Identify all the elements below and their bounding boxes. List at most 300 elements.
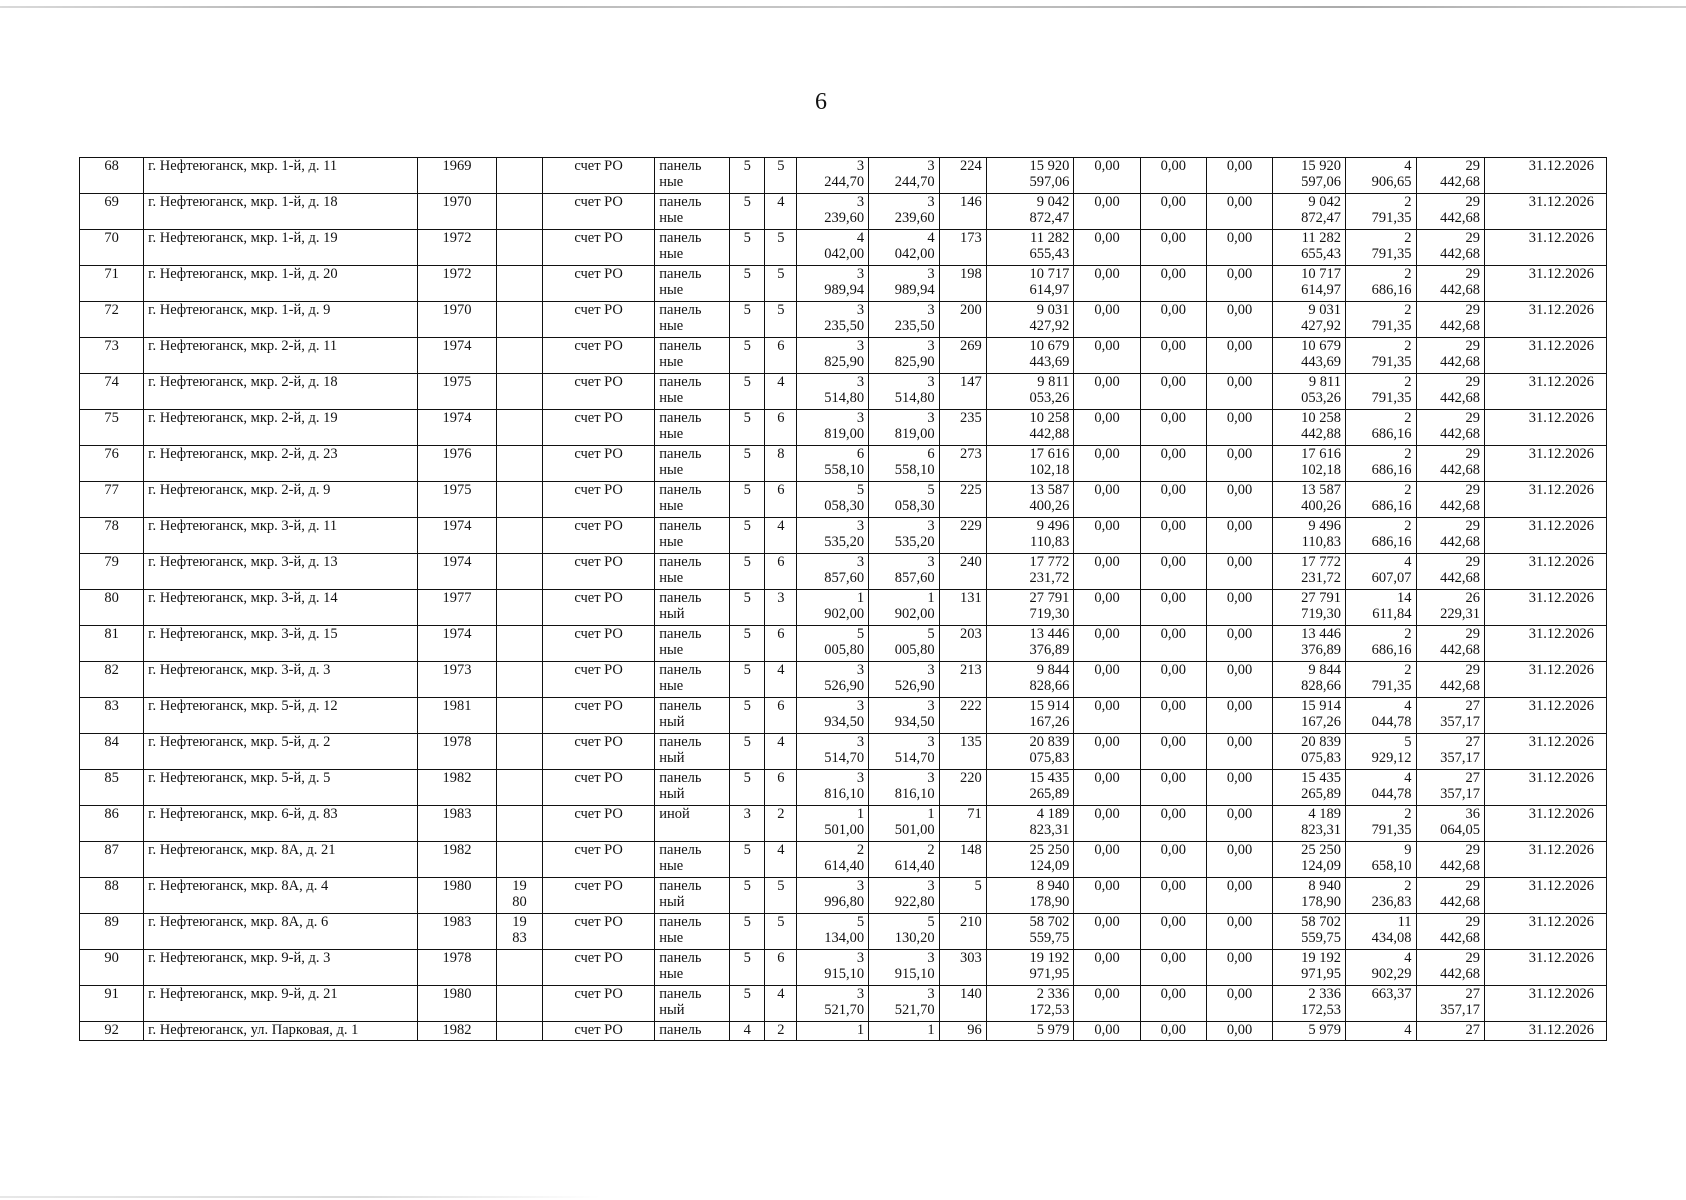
cell-total-area-text: 134,00 xyxy=(824,930,865,946)
cell-address xyxy=(144,662,418,698)
cell-living-area-text: 3 xyxy=(927,338,935,354)
cell-max-unit-cost-text: 357,17 xyxy=(1440,786,1480,802)
cell-fund-method-text: счет РО xyxy=(574,698,623,714)
cell-federal-funds xyxy=(1074,338,1140,374)
cell-floors-text: 5 xyxy=(743,950,751,966)
cell-fund-method-text: счет РО xyxy=(574,554,623,570)
cell-owner-funds xyxy=(1273,662,1346,698)
cell-unit-cost-text: 2 xyxy=(1404,662,1412,678)
cell-living-area-text: 005,80 xyxy=(894,642,935,658)
cell-living-area-text: 825,90 xyxy=(894,354,935,370)
cell-living-area xyxy=(869,338,940,374)
cell-unit-cost-text: 434,08 xyxy=(1371,930,1412,946)
cell-owner-funds-text: 15 914 xyxy=(1301,698,1341,714)
cell-max-unit-cost-text: 27 xyxy=(1465,734,1480,750)
cell-floors-text: 5 xyxy=(743,734,751,750)
cell-federal-funds xyxy=(1074,590,1140,626)
cell-total-cost-text: 13 446 xyxy=(1029,626,1070,642)
cell-wall-material xyxy=(655,446,730,482)
cell-year-built-text: 1972 xyxy=(442,266,472,282)
cell-max-unit-cost-text: 29 xyxy=(1465,482,1480,498)
cell-residents xyxy=(939,266,986,302)
cell-federal-funds xyxy=(1074,986,1140,1022)
cell-local-funds xyxy=(1206,590,1272,626)
cell-local-funds-text: 0,00 xyxy=(1226,842,1253,858)
cell-local-funds-text: 0,00 xyxy=(1226,410,1253,426)
cell-owner-funds-text: 124,09 xyxy=(1301,858,1341,874)
cell-floors xyxy=(730,878,765,914)
cell-max-unit-cost-text: 442,68 xyxy=(1440,858,1480,874)
cell-owner-funds xyxy=(1273,554,1346,590)
cell-total-area xyxy=(797,626,869,662)
cell-max-unit-cost xyxy=(1416,662,1484,698)
cell-wall-material-text: ные xyxy=(659,318,684,334)
cell-fund-method xyxy=(542,734,654,770)
cell-deadline-text: 31.12.2026 xyxy=(1528,986,1594,1002)
cell-federal-funds-text: 0,00 xyxy=(1094,986,1120,1002)
cell-address xyxy=(144,878,418,914)
cell-local-funds xyxy=(1206,878,1272,914)
cell-year-built-text: 1981 xyxy=(442,698,472,714)
cell-deadline-text: 31.12.2026 xyxy=(1528,626,1594,642)
cell-regional-funds-text: 0,00 xyxy=(1160,734,1186,750)
cell-entrances xyxy=(765,410,797,446)
cell-max-unit-cost xyxy=(1416,446,1484,482)
cell-local-funds-text: 0,00 xyxy=(1226,590,1253,606)
cell-year-built-text: 1970 xyxy=(442,302,472,318)
cell-floors xyxy=(730,734,765,770)
cell-max-unit-cost-text: 442,68 xyxy=(1440,498,1480,514)
cell-owner-funds xyxy=(1273,1022,1346,1041)
cell-total-area xyxy=(797,662,869,698)
cell-number-text: 69 xyxy=(104,194,119,210)
cell-living-area-text: 244,70 xyxy=(894,174,935,190)
cell-total-cost-text: 719,30 xyxy=(1029,606,1070,622)
cell-total-area-text: 996,80 xyxy=(824,894,865,910)
table-row xyxy=(80,302,1607,338)
cell-entrances-text: 4 xyxy=(777,662,785,678)
cell-unit-cost-text: 686,16 xyxy=(1371,462,1412,478)
cell-max-unit-cost-text: 442,68 xyxy=(1440,462,1480,478)
cell-wall-material xyxy=(655,806,730,842)
cell-total-cost-text: 110,83 xyxy=(1030,534,1070,550)
cell-wall-material-text: панель xyxy=(659,194,702,210)
cell-total-cost-text: 124,09 xyxy=(1029,858,1070,874)
cell-total-cost-text: 9 042 xyxy=(1036,194,1070,210)
cell-unit-cost-text: 4 xyxy=(1404,770,1412,786)
cell-living-area-text: 535,20 xyxy=(894,534,935,550)
cell-total-cost-text: 58 702 xyxy=(1029,914,1070,930)
cell-owner-funds-text: 053,26 xyxy=(1301,390,1341,406)
cell-regional-funds xyxy=(1140,266,1206,302)
cell-max-unit-cost xyxy=(1416,914,1484,950)
cell-owner-funds-text: 172,53 xyxy=(1301,1002,1341,1018)
table-row xyxy=(80,518,1607,554)
cell-number xyxy=(80,806,144,842)
cell-deadline xyxy=(1484,590,1606,626)
cell-deadline xyxy=(1484,626,1606,662)
cell-entrances xyxy=(765,914,797,950)
cell-local-funds-text: 0,00 xyxy=(1226,554,1253,570)
cell-owner-funds xyxy=(1273,842,1346,878)
cell-address-text: г. Нефтеюганск, мкр. 2-й, д. 9 xyxy=(148,482,331,498)
cell-total-area xyxy=(797,266,869,302)
cell-residents-text: 203 xyxy=(959,626,982,642)
cell-regional-funds xyxy=(1140,518,1206,554)
cell-wall-material xyxy=(655,770,730,806)
cell-total-cost xyxy=(986,698,1074,734)
cell-regional-funds-text: 0,00 xyxy=(1160,482,1186,498)
cell-owner-funds-text: 10 679 xyxy=(1301,338,1341,354)
cell-owner-funds-text: 11 282 xyxy=(1301,230,1341,246)
cell-wall-material xyxy=(655,374,730,410)
cell-total-cost-text: 2 336 xyxy=(1036,986,1070,1002)
cell-federal-funds xyxy=(1074,842,1140,878)
cell-regional-funds-text: 0,00 xyxy=(1160,986,1186,1002)
cell-total-area-text: 3 xyxy=(856,986,865,1002)
cell-fund-method-text: счет РО xyxy=(574,734,623,750)
cell-residents xyxy=(939,662,986,698)
cell-floors-text: 5 xyxy=(743,482,751,498)
cell-wall-material-text: панель xyxy=(659,410,702,426)
cell-total-area-text: 819,00 xyxy=(824,426,865,442)
cell-local-funds xyxy=(1206,662,1272,698)
cell-residents-text: 140 xyxy=(959,986,982,1002)
cell-address-text: г. Нефтеюганск, мкр. 8А, д. 21 xyxy=(148,842,336,858)
cell-living-area xyxy=(869,302,940,338)
cell-deadline-text: 31.12.2026 xyxy=(1528,878,1594,894)
cell-max-unit-cost-text: 357,17 xyxy=(1440,750,1480,766)
cell-federal-funds-text: 0,00 xyxy=(1094,446,1120,462)
cell-entrances xyxy=(765,446,797,482)
cell-total-cost-text: 442,88 xyxy=(1029,426,1070,442)
cell-federal-funds xyxy=(1074,410,1140,446)
cell-entrances xyxy=(765,482,797,518)
cell-federal-funds-text: 0,00 xyxy=(1094,698,1120,714)
cell-fund-method-text: счет РО xyxy=(574,518,623,534)
cell-living-area xyxy=(869,194,940,230)
cell-year-built xyxy=(417,1022,496,1041)
cell-total-area xyxy=(797,842,869,878)
cell-max-unit-cost xyxy=(1416,842,1484,878)
cell-local-funds-text: 0,00 xyxy=(1226,806,1253,822)
cell-max-unit-cost-text: 29 xyxy=(1465,410,1480,426)
cell-wall-material xyxy=(655,950,730,986)
cell-unit-cost xyxy=(1345,986,1416,1022)
cell-owner-funds xyxy=(1273,410,1346,446)
cell-max-unit-cost-text: 29 xyxy=(1465,302,1480,318)
cell-total-cost-text: 27 791 xyxy=(1029,590,1070,606)
cell-unit-cost-text: 2 xyxy=(1404,302,1412,318)
cell-total-cost-text: 11 282 xyxy=(1030,230,1070,246)
cell-living-area xyxy=(869,554,940,590)
cell-entrances-text: 2 xyxy=(777,1022,785,1038)
cell-unit-cost-text: 4 xyxy=(1404,950,1412,966)
cell-deadline-text: 31.12.2026 xyxy=(1528,1022,1594,1038)
table-row xyxy=(80,806,1607,842)
cell-total-area xyxy=(797,158,869,194)
cell-wall-material xyxy=(655,914,730,950)
cell-number xyxy=(80,698,144,734)
cell-max-unit-cost xyxy=(1416,338,1484,374)
cell-owner-funds-text: 2 336 xyxy=(1308,986,1341,1002)
cell-local-funds-text: 0,00 xyxy=(1226,1022,1253,1038)
cell-entrances-text: 5 xyxy=(777,302,785,318)
cell-regional-funds xyxy=(1140,158,1206,194)
cell-owner-funds-text: 231,72 xyxy=(1301,570,1341,586)
cell-deadline xyxy=(1484,518,1606,554)
cell-floors xyxy=(730,158,765,194)
cell-address-text: г. Нефтеюганск, ул. Парковая, д. 1 xyxy=(148,1022,359,1038)
cell-entrances xyxy=(765,194,797,230)
cell-floors-text: 5 xyxy=(743,626,751,642)
cell-residents xyxy=(939,302,986,338)
cell-owner-funds-text: 559,75 xyxy=(1301,930,1341,946)
cell-federal-funds-text: 0,00 xyxy=(1094,878,1120,894)
cell-wall-material-text: ные xyxy=(659,966,684,982)
cell-max-unit-cost-text: 29 xyxy=(1465,554,1480,570)
cell-unit-cost xyxy=(1345,446,1416,482)
cell-unit-cost-text: 663,37 xyxy=(1371,986,1412,1002)
cell-local-funds-text: 0,00 xyxy=(1226,158,1253,174)
cell-address xyxy=(144,374,418,410)
cell-total-cost-text: 559,75 xyxy=(1029,930,1070,946)
cell-unit-cost-text: 044,78 xyxy=(1371,714,1412,730)
cell-fund-method xyxy=(542,986,654,1022)
cell-unit-cost xyxy=(1345,878,1416,914)
table-row xyxy=(80,590,1607,626)
cell-fund-method xyxy=(542,158,654,194)
cell-fund-method xyxy=(542,626,654,662)
cell-fund-method xyxy=(542,518,654,554)
cell-entrances-text: 6 xyxy=(777,482,785,498)
cell-residents-text: 5 xyxy=(974,878,982,894)
table-row xyxy=(80,950,1607,986)
cell-regional-funds xyxy=(1140,698,1206,734)
cell-entrances xyxy=(765,554,797,590)
cell-number xyxy=(80,626,144,662)
cell-owner-funds-text: 19 192 xyxy=(1301,950,1341,966)
cell-living-area-text: 3 xyxy=(927,770,935,786)
cell-unit-cost-text: 2 xyxy=(1404,806,1412,822)
cell-year-commission xyxy=(497,194,543,230)
cell-entrances xyxy=(765,734,797,770)
cell-fund-method xyxy=(542,950,654,986)
cell-floors-text: 5 xyxy=(743,842,751,858)
cell-total-cost-text: 4 189 xyxy=(1036,806,1070,822)
cell-year-commission xyxy=(497,158,543,194)
cell-address-text: г. Нефтеюганск, мкр. 3-й, д. 3 xyxy=(148,662,331,678)
cell-floors-text: 5 xyxy=(743,698,751,714)
cell-unit-cost-text: 902,29 xyxy=(1371,966,1412,982)
cell-total-cost-text: 400,26 xyxy=(1029,498,1070,514)
cell-fund-method-text: счет РО xyxy=(574,1022,623,1038)
table-row xyxy=(80,842,1607,878)
cell-year-built-text: 1983 xyxy=(442,914,472,930)
cell-total-cost-text: 443,69 xyxy=(1029,354,1070,370)
cell-year-commission xyxy=(497,518,543,554)
cell-floors xyxy=(730,410,765,446)
cell-residents xyxy=(939,374,986,410)
cell-owner-funds xyxy=(1273,806,1346,842)
cell-wall-material-text: панель xyxy=(659,554,702,570)
cell-living-area xyxy=(869,842,940,878)
cell-total-cost-text: 15 914 xyxy=(1029,698,1070,714)
cell-unit-cost xyxy=(1345,194,1416,230)
cell-federal-funds xyxy=(1074,158,1140,194)
cell-regional-funds xyxy=(1140,806,1206,842)
cell-deadline-text: 31.12.2026 xyxy=(1528,338,1594,354)
cell-regional-funds-text: 0,00 xyxy=(1160,878,1186,894)
cell-residents xyxy=(939,1022,986,1041)
cell-federal-funds xyxy=(1074,194,1140,230)
cell-total-cost xyxy=(986,194,1074,230)
cell-number xyxy=(80,842,144,878)
cell-number-text: 87 xyxy=(104,842,119,858)
cell-deadline-text: 31.12.2026 xyxy=(1528,734,1594,750)
cell-owner-funds xyxy=(1273,338,1346,374)
cell-federal-funds-text: 0,00 xyxy=(1094,842,1120,858)
cell-total-cost xyxy=(986,302,1074,338)
cell-local-funds xyxy=(1206,446,1272,482)
cell-max-unit-cost-text: 442,68 xyxy=(1440,210,1480,226)
cell-regional-funds xyxy=(1140,626,1206,662)
cell-residents xyxy=(939,806,986,842)
cell-unit-cost-text: 2 xyxy=(1404,230,1412,246)
cell-deadline-text: 31.12.2026 xyxy=(1528,266,1594,282)
cell-address xyxy=(144,770,418,806)
cell-number xyxy=(80,590,144,626)
cell-entrances xyxy=(765,662,797,698)
cell-floors xyxy=(730,626,765,662)
cell-unit-cost xyxy=(1345,266,1416,302)
cell-total-cost xyxy=(986,842,1074,878)
cell-living-area-text: 857,60 xyxy=(894,570,935,586)
cell-total-area-text: 902,00 xyxy=(824,606,865,622)
cell-floors-text: 5 xyxy=(743,590,751,606)
cell-deadline-text: 31.12.2026 xyxy=(1528,446,1594,462)
cell-total-cost xyxy=(986,266,1074,302)
cell-total-cost-text: 971,95 xyxy=(1029,966,1070,982)
cell-year-built-text: 1978 xyxy=(442,734,472,750)
cell-year-built-text: 1975 xyxy=(442,482,472,498)
cell-regional-funds-text: 0,00 xyxy=(1160,266,1186,282)
cell-max-unit-cost-text: 442,68 xyxy=(1440,894,1480,910)
cell-year-commission xyxy=(497,1022,543,1041)
cell-living-area xyxy=(869,446,940,482)
cell-total-area xyxy=(797,518,869,554)
cell-year-built xyxy=(417,914,496,950)
cell-owner-funds-text: 178,90 xyxy=(1301,894,1341,910)
cell-floors xyxy=(730,590,765,626)
cell-year-commission xyxy=(497,410,543,446)
cell-address xyxy=(144,806,418,842)
cell-residents-text: 146 xyxy=(959,194,982,210)
cell-local-funds xyxy=(1206,734,1272,770)
cell-wall-material-text: панель xyxy=(659,446,702,462)
cell-local-funds-text: 0,00 xyxy=(1226,374,1253,390)
cell-owner-funds-text: 828,66 xyxy=(1301,678,1341,694)
cell-wall-material xyxy=(655,158,730,194)
cell-unit-cost-text: 929,12 xyxy=(1371,750,1412,766)
cell-total-cost xyxy=(986,158,1074,194)
cell-entrances-text: 2 xyxy=(777,806,785,822)
cell-deadline xyxy=(1484,950,1606,986)
cell-local-funds-text: 0,00 xyxy=(1226,338,1253,354)
cell-year-built-text: 1980 xyxy=(442,986,472,1002)
cell-unit-cost xyxy=(1345,842,1416,878)
cell-residents-text: 224 xyxy=(959,158,982,174)
cell-entrances xyxy=(765,158,797,194)
cell-year-commission xyxy=(497,266,543,302)
cell-number-text: 90 xyxy=(104,950,119,966)
cell-living-area-text: 042,00 xyxy=(894,246,935,262)
cell-unit-cost xyxy=(1345,806,1416,842)
cell-max-unit-cost-text: 442,68 xyxy=(1440,174,1480,190)
cell-number xyxy=(80,950,144,986)
cell-address-text: г. Нефтеюганск, мкр. 5-й, д. 2 xyxy=(148,734,331,750)
cell-entrances-text: 4 xyxy=(777,986,785,1002)
cell-max-unit-cost-text: 442,68 xyxy=(1440,246,1480,262)
cell-living-area-text: 1 xyxy=(927,1022,935,1038)
cell-unit-cost-text: 2 xyxy=(1404,518,1412,534)
cell-entrances xyxy=(765,698,797,734)
cell-number-text: 72 xyxy=(104,302,119,318)
cell-total-area-text: 3 xyxy=(856,662,865,678)
cell-total-cost-text: 102,18 xyxy=(1029,462,1070,478)
cell-address-text: г. Нефтеюганск, мкр. 3-й, д. 13 xyxy=(148,554,338,570)
cell-unit-cost-text: 686,16 xyxy=(1371,534,1412,550)
cell-wall-material-text: панель xyxy=(659,698,702,714)
cell-residents-text: 71 xyxy=(967,806,982,822)
cell-number xyxy=(80,662,144,698)
cell-unit-cost-text: 2 xyxy=(1404,266,1412,282)
cell-entrances-text: 6 xyxy=(777,554,785,570)
cell-entrances xyxy=(765,230,797,266)
cell-max-unit-cost xyxy=(1416,266,1484,302)
scan-edge-top xyxy=(0,6,1686,8)
cell-entrances-text: 5 xyxy=(777,878,785,894)
cell-unit-cost-text: 686,16 xyxy=(1371,498,1412,514)
cell-number-text: 68 xyxy=(104,158,119,174)
cell-federal-funds-text: 0,00 xyxy=(1094,1022,1120,1038)
cell-local-funds-text: 0,00 xyxy=(1226,950,1253,966)
cell-total-area xyxy=(797,374,869,410)
cell-owner-funds xyxy=(1273,446,1346,482)
cell-number xyxy=(80,194,144,230)
cell-residents xyxy=(939,770,986,806)
cell-regional-funds xyxy=(1140,878,1206,914)
cell-deadline xyxy=(1484,842,1606,878)
cell-floors xyxy=(730,338,765,374)
cell-regional-funds xyxy=(1140,482,1206,518)
cell-fund-method-text: счет РО xyxy=(574,914,623,930)
cell-max-unit-cost-text: 29 xyxy=(1465,950,1480,966)
cell-living-area xyxy=(869,986,940,1022)
cell-owner-funds-text: 20 839 xyxy=(1301,734,1341,750)
cell-floors-text: 5 xyxy=(743,446,751,462)
cell-residents xyxy=(939,230,986,266)
cell-year-built-text: 1975 xyxy=(442,374,472,390)
cell-total-area-text: 6 xyxy=(856,446,865,462)
cell-max-unit-cost xyxy=(1416,698,1484,734)
cell-wall-material-text: панель xyxy=(659,590,702,606)
cell-total-area-text: 3 xyxy=(856,266,865,282)
cell-owner-funds-text: 25 250 xyxy=(1301,842,1341,858)
cell-wall-material-text: ный xyxy=(659,606,685,622)
cell-owner-funds-text: 102,18 xyxy=(1301,462,1341,478)
cell-unit-cost-text: 9 xyxy=(1404,842,1412,858)
